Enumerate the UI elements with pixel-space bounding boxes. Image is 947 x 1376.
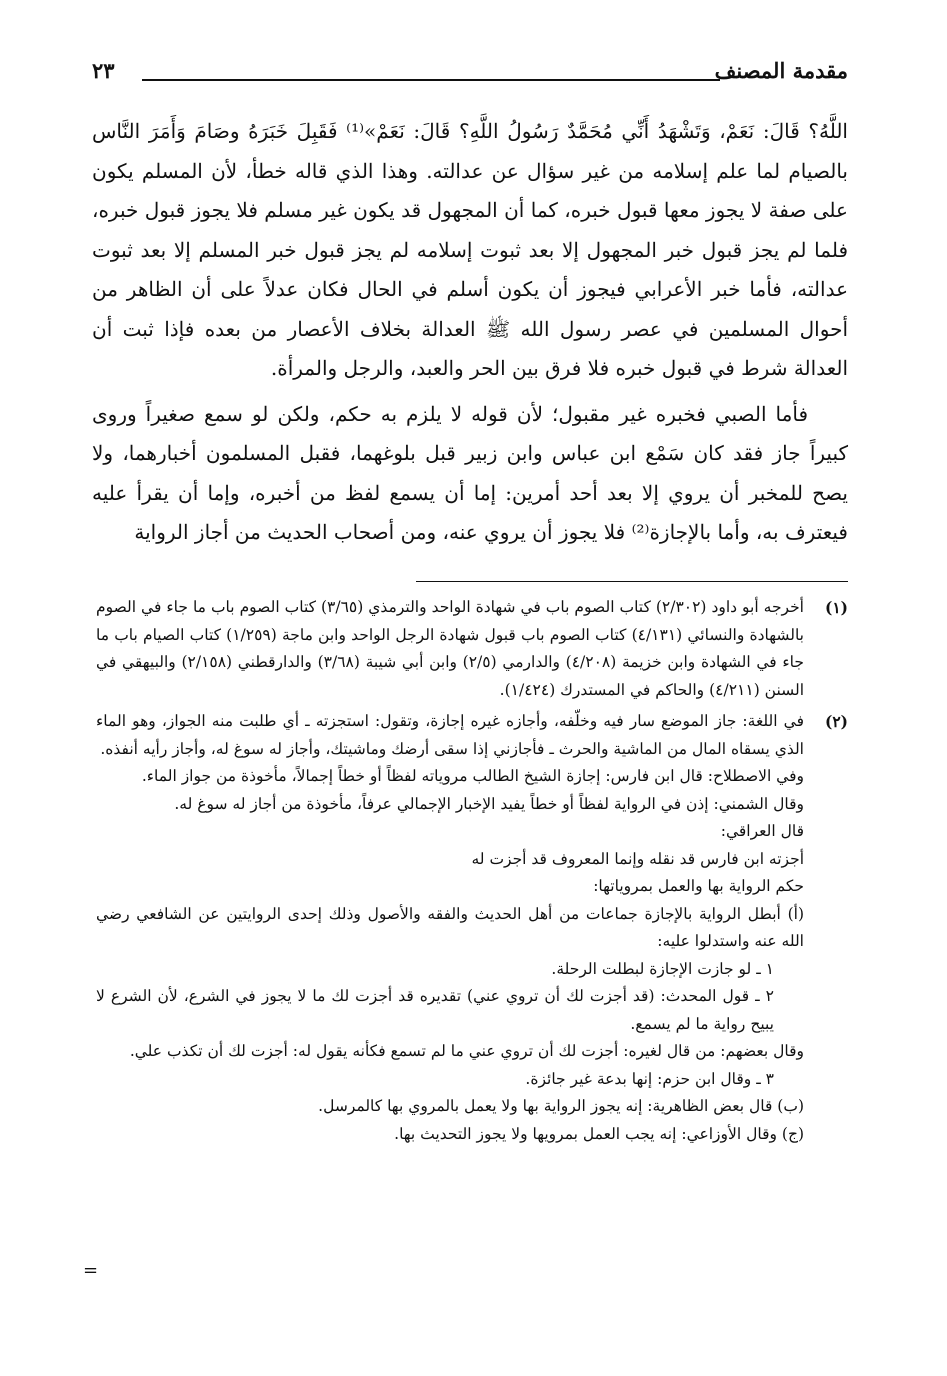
list-item: ١ ـ لو جازت الإجازة لبطلت الرحلة.	[551, 959, 774, 978]
list-item: وقال بعضهم: من قال لغيره: أجزت لك أن تروي عني ما لم تسمع فكأنه يقول له: أجزت لك أن تكذب علي.	[129, 1042, 804, 1060]
list-item: ٢ ـ قول المحدث: (قد أجزت لك أن تروي عني) تقديره قد أجزت لك ما لا يجوز في الشرع، لأن الشرع لا يبيح رواية ما لم يسمع.	[96, 987, 774, 1033]
list-item: (ب) قال بعض الظاهرية: إنه يجوز الرواية بها ولا يعمل بالمروي بها كالمرسل.	[318, 1097, 804, 1115]
list-item: (أ) أبطل الرواية بالإجازة جماعات من أهل الحديث والفقه والأصول وذلك إحدى الروايتين عن الشافعي رضي الله عنه واستدلوا عليه:	[96, 904, 804, 950]
header-rule	[142, 79, 720, 81]
margin-mark: =	[83, 1260, 99, 1281]
footnote-1	[96, 594, 848, 704]
main-paragraph-2: فأما الصبي فخبره غير مقبول؛ لأن قوله لا يلزم به حكم، ولكن لو سمع صغيراً وروى كبيراً جاز فقد كان سَمْع ابن عباس وابن زبير قبل بلوغهما، فقبل المسلمون أخبارهما، ولا يصح للمخبر أن يروي إلا بعد أحد أمرين: إما أن يسمع لفظ من أخبره، وإما أن يقرأ عليه فيعترف به، وأما بالإجازة⁽²⁾ فلا يجوز أن يروي عنه، ومن أصحاب الحديث من أجاز الرواية	[92, 401, 848, 544]
footnote-number: (٢)	[824, 712, 848, 731]
poem-hemistich-right: أجزته ابن فارس قد نقله	[649, 849, 804, 868]
poem-verse	[96, 846, 804, 874]
footnote-line: حكم الرواية بها والعمل بمروياتها:	[593, 877, 804, 895]
main-paragraph-1: اللَّهُ؟ قَالَ: نَعَمْ، وَتَشْهَدُ أَنِّي مُحَمَّدٌ رَسُولُ اللَّهِ؟ قَالَ: نَعَمْ»⁽¹⁾ فَقَبِلَ خَبَرَهُ وصَامَ وَأَمَرَ النَّاس بالصيام لما علم إسلامه من غير سؤال عن عدالته. وهذا الذي قاله خطأ، لأن المسلم يكون على صفة لا يجوز معها قبول خبره، كما أن المجهول قد يكون غير مسلم فلا يجوز قبول خبره، فلما لم يجز قبول خبر المجهول إلا بعد ثبوت إسلامه لم يجز قبول خبر المسلم إلا بعد ثبوت عدالته، فأما خبر الأعرابي فيجوز أن يكون أسلم في الحال فكان عدلاً على أن الظاهر من أحوال المسلمين في عصر رسول الله ﷺ العدالة بخلاف الأعصار من بعده فإذا ثبت أن العدالة شرط في قبول خبره فلا فرق بين الحر والعبد، والرجل والمرأة.	[92, 119, 849, 380]
running-header	[92, 58, 848, 88]
chapter-title: مقدمة المصنف	[714, 58, 848, 83]
list-item: ٣ ـ وقال ابن حزم: إنها بدعة غير جائزة.	[525, 1069, 774, 1088]
footnote-line: وفي الاصطلاح: قال ابن فارس: إجازة الشيخ الطالب مروياته لفظاً أو خطاً إجمالاً، مأخوذة من جواز الماء.	[141, 767, 804, 785]
footnote-separator	[416, 581, 848, 582]
footnote-line: وقال الشمني: إذن في الرواية لفظاً أو خطاً يفيد الإخبار الإجمالي عرفاً، مأخوذة من أجاز له سوغ له.	[174, 794, 804, 813]
footnote-line: في اللغة: جاز الموضع سار فيه وخلّفه، وأجازه غيره إجازة، وتقول: استجزته ـ أي طلبت منه الجواز، وهو الماء الذي يسقاه المال من الماشية والحرث ـ فأجازني إذا سقى أرضك وماشيتك، وأجاز له سوغ له، وأجاز رأيه أنفذه.	[96, 712, 804, 758]
footnote-text: أخرجه أبو داود (٢/٣٠٢) كتاب الصوم باب في شهادة الواحد والترمذي (٣/٦٥) كتاب الصوم باب ما جاء في الصوم بالشهادة والنسائي (٤/١٣١) كتاب الصوم باب قبول شهادة الرجل الواحد وابن ماجة (١/٢٥٩) كتاب الصيام باب ما جاء في الشهادة وابن خزيمة (٤/٢٠٨) والدارمي (٢/٥) وابن أبي شيبة (٣/٦٨) والدارقطني (٢/١٥٨) والبيهقي في السنن (٤/٢١١) والحاكم في المستدرك (١/٤٢٤).	[96, 598, 804, 699]
footnote-2	[96, 708, 848, 1148]
list-item: (ج) وقال الأوزاعي: إنه يجب العمل بمرويها ولا يجوز التحديث بها.	[394, 1124, 804, 1143]
footnote-line: قال العراقي:	[720, 822, 804, 840]
poem-hemistich-left: وإنما المعروف قد أجزت له	[471, 849, 645, 868]
footnote-number: (١)	[824, 598, 848, 617]
footnotes	[96, 594, 848, 1152]
main-text	[92, 112, 848, 553]
page-number: ٢٣	[92, 58, 115, 83]
